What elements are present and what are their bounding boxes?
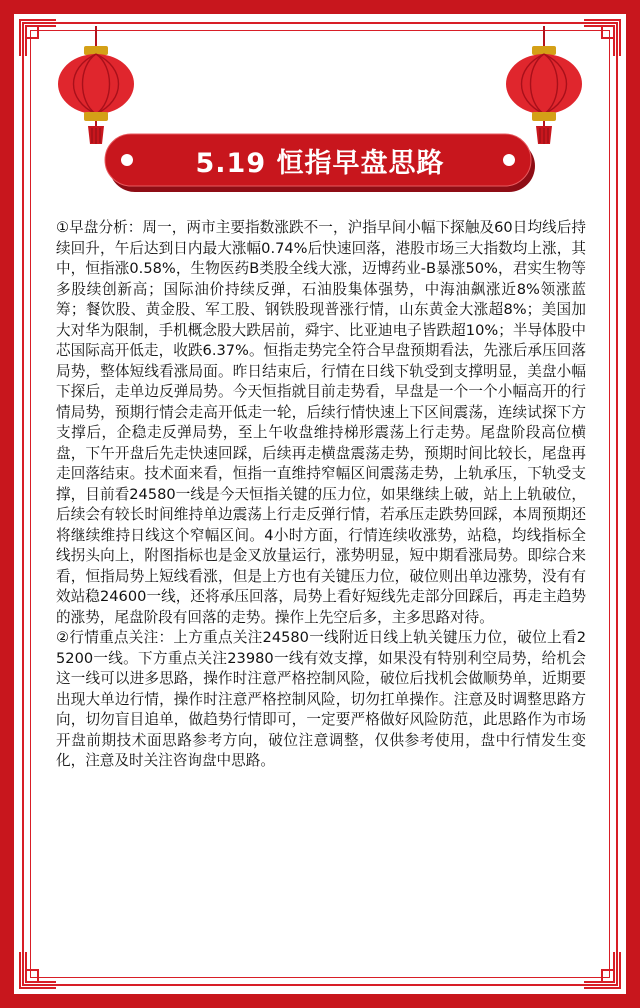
page-title: 5.19 恒指早盘思路: [195, 147, 445, 179]
corner-ornament-bottom-left: [18, 950, 58, 990]
corner-ornament-bottom-right: [582, 950, 622, 990]
article-body: [56, 218, 586, 772]
paragraph-morning-analysis: ①早盘分析：周一，两市主要指数涨跌不一，沪指早间小幅下探触及60日均线后持续回升，午后达到日内最大涨幅0.74%后快速回落，港股市场三大指数均上涨，其中，恒指涨0.58%，生物医药B类股全线大涨，迈博药业-B暴涨50%，君实生物等多股续创新高；国际油价持续反弹，石油股集体强势，中海油飙涨近8%领涨蓝筹；餐饮股、黄金股、军工股、钢铁股现普涨行情，山东黄金大涨超8%；美国加大对华为限制，手机概念股大跌居前，舜宇、比亚迪电子皆跌超10%；半导体股中芯国际高开低走，收跌6.37%。恒指走势完全符合早盘预期看法，先涨后承压回落局势，整体短线看涨局面。昨日结束后，行情在日线下轨受到支撑明显，美盘小幅下探后，走单边反弹局势。今天恒指就目前走势看，早盘是一个一个小幅高开的行情局势，预期行情会走高开低走一轮，后续行情快速上下区间震荡，连续试探下方支撑后，企稳走反弹局势，至上午收盘维持梯形震荡上行走势。尾盘阶段高位横盘，下午开盘后先走快速回踩，后续再走横盘震荡走势，预期时间比较长，尾盘再走回落结束。技术面来看，恒指一直维持窄幅区间震荡走势，上轨承压，下轨受支撑，目前看24580一线是今天恒指关键的压力位，如果继续上破，站上上轨破位，后续会有较长时间维持单边震荡上行走反弹行情，若承压走跌势回踩，本周预期还将继续维持日线这个窄幅区间。4小时方面，行情连续收涨势，站稳，均线指标全线拐头向上，附图指标也是金叉放量运行，涨势明显，短中期看涨局势。即综合来看，恒指局势上短线看涨，但是上方也有关键压力位，破位则出单边涨势，没有有效站稳24600一线，还将承压回落，局势上看好短线先走部分回踩后，再走主趋势的涨势，尾盘阶段有回落的走势。操作上先空后多，主多思路对待。: [56, 219, 586, 626]
lantern-icon-right: [496, 26, 592, 146]
paragraph-key-levels: ②行情重点关注：上方重点关注24580一线附近日线上轨关键压力位，破位上看25200一线。下方重点关注23980一线有效支撑，如果没有特别利空局势，给机会这一线可以进多思路，操作时注意严格控制风险，破位后找机会做顺势单，近期要出现大单边行情，操作时注意严格控制风险，切勿扛单操作。注意及时调整思路方向，切勿盲目追单，做趋势行情即可，一定要严格做好风险防范，此思路作为市场开盘前期技术面思路参考方向，破位注意调整，仅供参考使用，盘中行情发生变化，注意及时关注咨询盘中思路。: [56, 629, 586, 769]
lantern-icon-left: [48, 26, 144, 146]
